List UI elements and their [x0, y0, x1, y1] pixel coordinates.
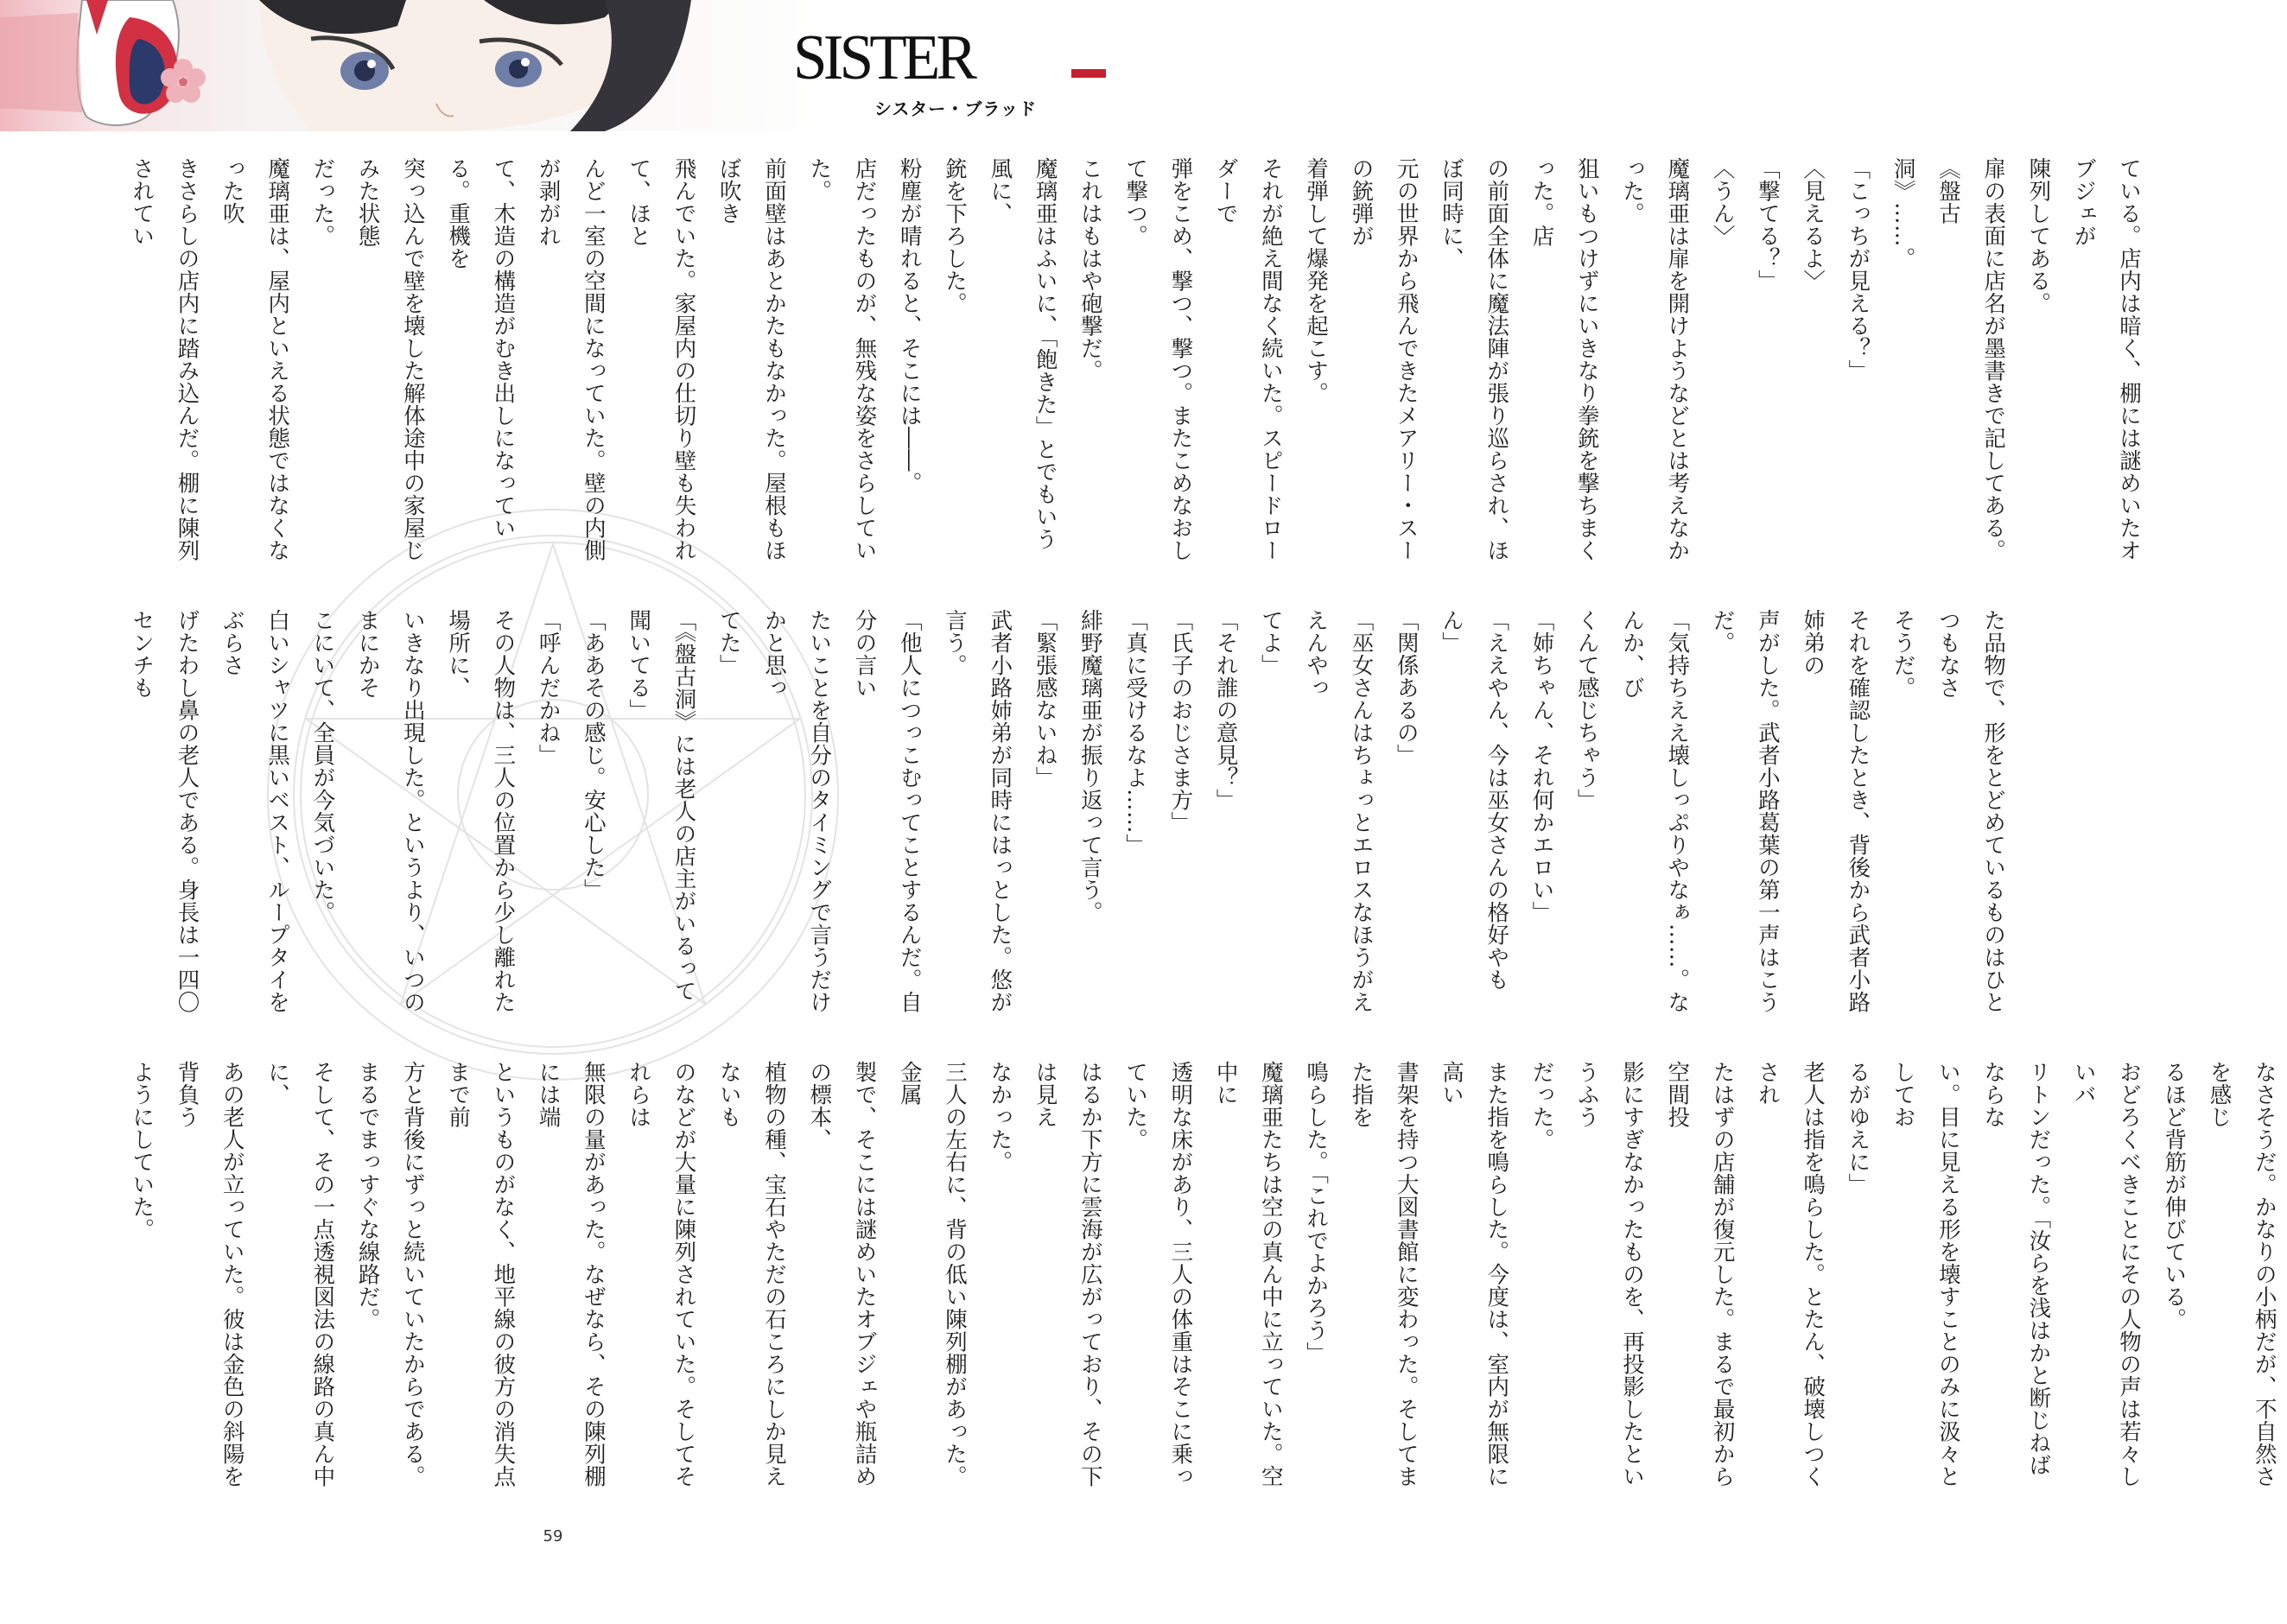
text-line: 粉塵が晴れると、そこには――。 — [896, 157, 923, 494]
text-line: てよ」 — [1257, 609, 1284, 676]
text-tier-1 — [119, 157, 2142, 563]
text-line: たいことを自分のタイミングで言うだけかと思っ — [760, 609, 833, 1013]
text-line: の前面全体に魔法陣が張り巡らされ、ほぼ同時に、 — [1438, 157, 1510, 561]
text-line: まるでまっすぐな線路だ。 — [354, 1061, 381, 1330]
subtitle-text: シスター・ブラッド — [874, 98, 1037, 119]
text-tier-2 — [119, 609, 2007, 1015]
page-number: 59 — [543, 1527, 563, 1545]
text-line: いきなり出現した。というより、いつのまにかそ — [354, 609, 426, 1013]
text-line: 「ええやん、今は巫女さんの格好やもん」 — [1438, 609, 1510, 991]
text-line: 透明な床があり、三人の体重はそこに乗っていた。 — [1122, 1061, 1194, 1488]
text-line: 老人は指を鳴らした。とたん、破壊しつくされ — [1754, 1061, 1826, 1488]
text-line: て、木造の構造がむき出しになっている。重機を — [445, 157, 517, 539]
text-line: 声がした。武者小路葛葉の第一声はこうだ。 — [1709, 609, 1781, 1013]
text-line: 武者小路姉弟が同時にはっとした。悠が言う。 — [942, 609, 1013, 1013]
tier-2-text — [119, 609, 2016, 1015]
text-line: なかった。 — [987, 1061, 1013, 1173]
text-line: 陳列してある。 — [2025, 157, 2052, 314]
text-line: 三人の左右に、背の低い陳列棚があった。金属 — [896, 1061, 969, 1488]
text-line: 魔璃亜は扉を開けようなどとは考えなかった。 — [1619, 157, 1691, 561]
text-line: 「撃てる？」 — [1754, 157, 1781, 292]
text-line: だった。 — [309, 157, 336, 247]
text-line: 前面壁はあとかたもなかった。屋根もほぼ吹き — [715, 157, 787, 561]
text-line: 「呼んだかね」 — [535, 609, 562, 766]
text-line: ようにしていた。 — [129, 1061, 156, 1240]
fox-mask-illustration — [0, 0, 179, 125]
text-line: 「真に受けるなよ……」 — [1122, 609, 1149, 856]
text-line: 「緊張感ないね」 — [1032, 609, 1058, 789]
text-line: おどろくべきことにその人物の声は若々しいバ — [2070, 1061, 2142, 1488]
text-line: るがゆえに」 — [1845, 1061, 1871, 1196]
header-banner — [0, 0, 1106, 131]
text-line: 〈見えるよ〉 — [1800, 157, 1826, 292]
text-line: 店だったものが、無残な姿をさらしていた。 — [806, 157, 878, 561]
text-tier-3 — [119, 1061, 2277, 1493]
tier-1-text — [119, 157, 2151, 563]
header-illustration — [0, 0, 795, 131]
text-line: 「それ誰の意見？」 — [1212, 609, 1239, 811]
text-line: 「ああその感じ。安心した」 — [580, 609, 607, 901]
text-line: 方と背後にずっと続いていたからである。 — [399, 1061, 426, 1488]
text-line: それを確認したとき、背後から武者小路姉弟の — [1800, 609, 1871, 1013]
text-line: だった。 — [1528, 1061, 1555, 1151]
girl-face-illustration — [259, 0, 691, 131]
text-line: 銃を下ろした。 — [942, 157, 969, 314]
title-logo — [793, 19, 1106, 121]
text-line: 魔璃亜たちは空の真ん中に立っていた。空中に — [1212, 1061, 1284, 1488]
text-line: 製で、そこには謎めいたオブジェや瓶詰めの標本、 — [806, 1061, 878, 1488]
text-line: くんて感じちゃう」 — [1573, 609, 1600, 811]
text-line: あの老人が立っていた。彼は金色の斜陽を背負う — [174, 1061, 245, 1488]
text-line: 「気持ちええ壊しっぷりやなぁ……。なんか、び — [1619, 609, 1691, 1013]
title-accent-bar — [1071, 69, 1106, 78]
text-line: 狙いもつけずにいきなり拳銃を撃ちまくった。店 — [1528, 157, 1600, 561]
text-line: 「氏子のおじさま方」 — [1167, 609, 1194, 834]
text-line: た品物で、形をとどめているものはひとつもなさ — [1934, 609, 2007, 1013]
text-line: げたわし鼻の老人である。身長は一四〇センチも — [129, 609, 200, 1013]
text-line: 「他人につっこむってことするんだ。自分の言い — [851, 609, 923, 1013]
text-line: 「巫女さんはちょっとエロスなほうがええんやっ — [1303, 609, 1375, 1013]
text-line: 「関係あるの」 — [1393, 609, 1420, 766]
text-line: こにいて、全員が今気づいた。 — [309, 609, 336, 923]
text-line: そうだ。 — [1890, 609, 1916, 699]
text-line: なさそうだ。かなりの小柄だが、不自然さを感じ — [2206, 1061, 2277, 1488]
text-line: 魔璃亜はふいに、「飽きた」とでもいう風に、 — [987, 157, 1058, 551]
text-line: 「姉ちゃん、それ何かエロい」 — [1528, 609, 1555, 923]
text-line: 飛んでいた。家屋内の仕切り壁も失われて、ほと — [626, 157, 697, 561]
text-line: きさらしの店内に踏み込んだ。棚に陳列されてい — [129, 157, 200, 561]
text-line: 魔璃亜は、屋内といえる状態ではなくなった吹 — [219, 157, 291, 561]
text-line: い。目に見える形を壊すことのみに汲々としてお — [1890, 1061, 1961, 1488]
text-line: のなどが大量に陳列されていた。そしてそれらは — [626, 1061, 697, 1488]
text-line: これはもはや砲撃だ。 — [1077, 157, 1103, 382]
text-line: 〈うん〉 — [1709, 157, 1736, 247]
text-line: 突っ込んで壁を壊した解体途中の家屋じみた状態 — [354, 157, 426, 561]
tier-3-text — [119, 1061, 2287, 1493]
text-line: るほど背筋が伸びている。 — [2161, 1061, 2188, 1330]
text-line: たはずの店舗が復元した。まるで最初から空間投 — [1664, 1061, 1736, 1488]
text-line: てた」 — [715, 609, 742, 676]
text-line: というものがなく、地平線の彼方の消失点まで前 — [445, 1061, 517, 1488]
text-line: 着弾して爆発を起こす。 — [1303, 157, 1330, 404]
text-line: 「《盤古洞》には老人の店主がいるって聞いてる」 — [626, 609, 697, 1003]
text-line: 弾をこめ、撃つ、撃つ。またこめなおして撃つ。 — [1122, 157, 1194, 561]
text-line: 緋野魔璃亜が振り返って言う。 — [1077, 609, 1103, 923]
text-line: はるか下方に雲海が広がっており、その下は見え — [1032, 1061, 1103, 1488]
text-line: また指を鳴らした。今度は、室内が無限に高い — [1438, 1061, 1510, 1488]
text-line: 扉の表面に店名が墨書きで記してある。《盤古 — [1934, 157, 2007, 561]
text-line: 植物の種、宝石やただの石ころにしか見えないも — [715, 1061, 787, 1488]
text-line: それが絶え間なく続いた。スピードローダーで — [1212, 157, 1284, 561]
text-line: 白いシャツに黒いベスト、ループタイをぶらさ — [219, 609, 291, 1013]
text-line: 書架を持つ大図書館に変わった。そしてまた指を — [1348, 1061, 1420, 1488]
text-line: 洞》……。 — [1890, 157, 1916, 270]
text-line: 無限の量があった。なぜなら、その陳列棚には端 — [535, 1061, 607, 1488]
text-line: 元の世界から飛んできたメアリー・スーの銃弾が — [1348, 157, 1420, 561]
text-line: そして、その一点透視図法の線路の真ん中に、 — [264, 1061, 336, 1488]
text-line: 影にすぎなかったものを、再投影したというふう — [1573, 1061, 1646, 1488]
text-line: 鳴らした。「これでよかろう」 — [1303, 1061, 1330, 1365]
text-line: ている。店内は暗く、棚には謎めいたオブジェが — [2070, 157, 2142, 561]
text-line: リトンだった。「汝らを浅はかと断じねばならな — [1980, 1061, 2052, 1477]
title-text: SISTER — [793, 22, 974, 93]
text-line: んど一室の空間になっていた。壁の内側が剥がれ — [535, 157, 607, 561]
text-line: その人物は、三人の位置から少し離れた場所に、 — [445, 609, 517, 1013]
text-line: 「こっちが見える？」 — [1845, 157, 1871, 382]
